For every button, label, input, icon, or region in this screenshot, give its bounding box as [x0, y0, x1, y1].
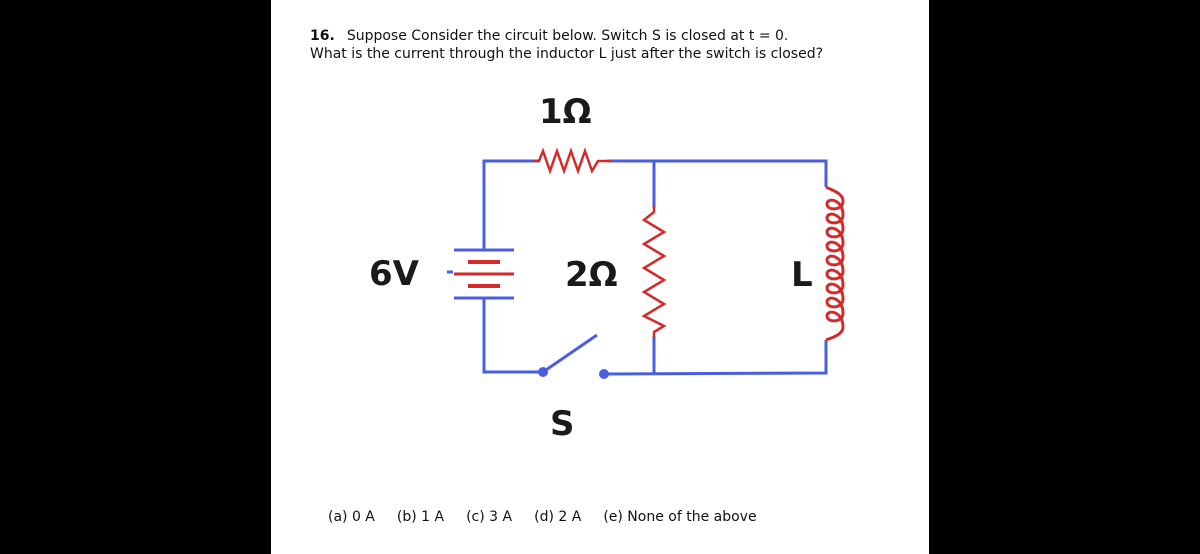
question-line-1-text: Suppose Consider the circuit below. Switch S is closed at t = 0. [346, 28, 789, 44]
wire-bottom-left [484, 298, 543, 372]
wires [447, 161, 826, 374]
choice-d[interactable]: (d) 2 A [534, 509, 582, 525]
resistor-1-label: 1Ω [539, 92, 592, 132]
choice-b[interactable]: (b) 1 A [396, 509, 445, 525]
wire-top-right [607, 161, 826, 187]
question-line-2: What is the current through the inductor L just after the switch is closed? [310, 46, 824, 62]
choice-a[interactable]: (a) 0 A [328, 509, 375, 525]
choice-e[interactable]: (e) None of the above [603, 509, 757, 525]
resistor-2-ohm [644, 206, 664, 338]
inductor-label: L [791, 255, 813, 295]
battery-symbol [454, 250, 514, 298]
question-number: 16. [310, 28, 335, 44]
resistor-2-label: 2Ω [565, 255, 618, 295]
switch-symbol [538, 335, 609, 379]
question-page [271, 0, 929, 554]
battery-label: 6V [369, 254, 419, 294]
choice-c[interactable]: (c) 3 A [466, 509, 513, 525]
wire-bottom-right [606, 340, 826, 374]
resistor-1-ohm [533, 151, 611, 171]
answer-choices [328, 509, 779, 525]
circuit-diagram [271, 0, 929, 500]
inductor-coil [826, 187, 843, 340]
switch-label: S [550, 404, 575, 444]
wire-top-left [484, 161, 539, 250]
